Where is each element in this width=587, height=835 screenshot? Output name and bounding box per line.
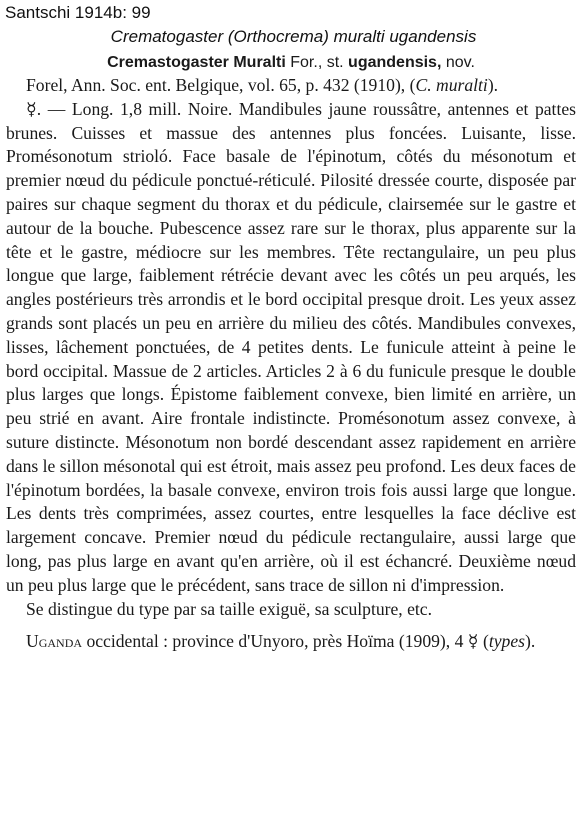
genus-species-name: Cremastogaster Muralti — [107, 54, 286, 71]
citation-header: Santschi 1914b: 99 — [5, 3, 151, 22]
locality-italic: types — [488, 631, 525, 652]
distinction-paragraph: Se distingue du type par sa taille exiguë, sa sculpture, etc. — [26, 598, 433, 619]
scanned-text-block — [6, 52, 576, 654]
taxon-header: Crematogaster (Orthocrema) muralti ugandensis — [110, 27, 477, 46]
reference-italic: C. muralti — [415, 75, 488, 95]
description-paragraph — [6, 98, 576, 598]
species-title — [6, 52, 576, 74]
locality-text: occidental : province d'Unyoro, près Hoïma (1909), 4 ☿ ( — [82, 631, 489, 652]
locality-paragraph — [6, 630, 576, 654]
status-label: nov. — [445, 54, 475, 71]
locality-close: ). — [525, 631, 536, 652]
worker-symbol: ☿. — [26, 98, 42, 119]
description-body: — Long. 1,8 mill. Noire. Mandibules jaune roussâtre, antennes et pattes brunes. Cuisses et massue des antennes plus foncées. Luisante, lisse. Promésonotum strioló. Face basale de l'épinotum, côtés du mésonotum et premier nœud du pédicule ponctué-réticulé. Pilosité dressée courte, disposée par paires sur chaque segment du thorax et du pédicule, clairsemée sur le gastre et autour de la bouche. Pubescence assez rare sur le thorax, plus apparente sur la tête et le gastre, médiocre sur les membres. Tête rectangulaire, un peu plus longue que large, faiblement rétrécie devant avec les côtés un peu arqués, les angles postérieurs très arrondis et le bord occipital presque droit. Les yeux assez grands sont placés un peu en arrière du milieu des côtés. Mandibules convexes, lisses, lâchement ponctuées, de 4 petites dents. Le funicule atteint à peine le bord occipital. Massue de 2 articles. Articles 2 à 6 du funicule presque le double plus larges que longs. Épistome faiblement convexe, bien limité en arrière, un peu strié en avant. Aire frontale indistincte. Promésonotum assez convexe, à suture distincte. Mésonotum non bordé descendant assez rapidement en arrière dans le sillon mésonotal qui est étroit, mais assez peu profond. Les deux faces de l'épinotum bordées, la basale convexe, environ trois fois aussi large que longue. Les dents très comprimées, assez courtes, entre lesquelles la face déclive est largement concave. Premier nœud du pédicule rectangulaire, aussi large que long, pas plus large en avant qu'en arrière, où il est échancré. Deuxième nœud un peu plus large que le précédent, sans trace de sillon ni d'impression. — [6, 98, 576, 595]
reference-paragraph — [6, 74, 576, 98]
reference-close: ). — [487, 75, 499, 95]
subspecies-name: ugandensis, — [348, 54, 442, 71]
locality-country: Uganda — [26, 631, 83, 652]
author-abbrev: For., st. — [290, 54, 344, 71]
reference-text: Forel, Ann. Soc. ent. Belgique, vol. 65, p. 432 (1910), ( — [26, 75, 416, 95]
